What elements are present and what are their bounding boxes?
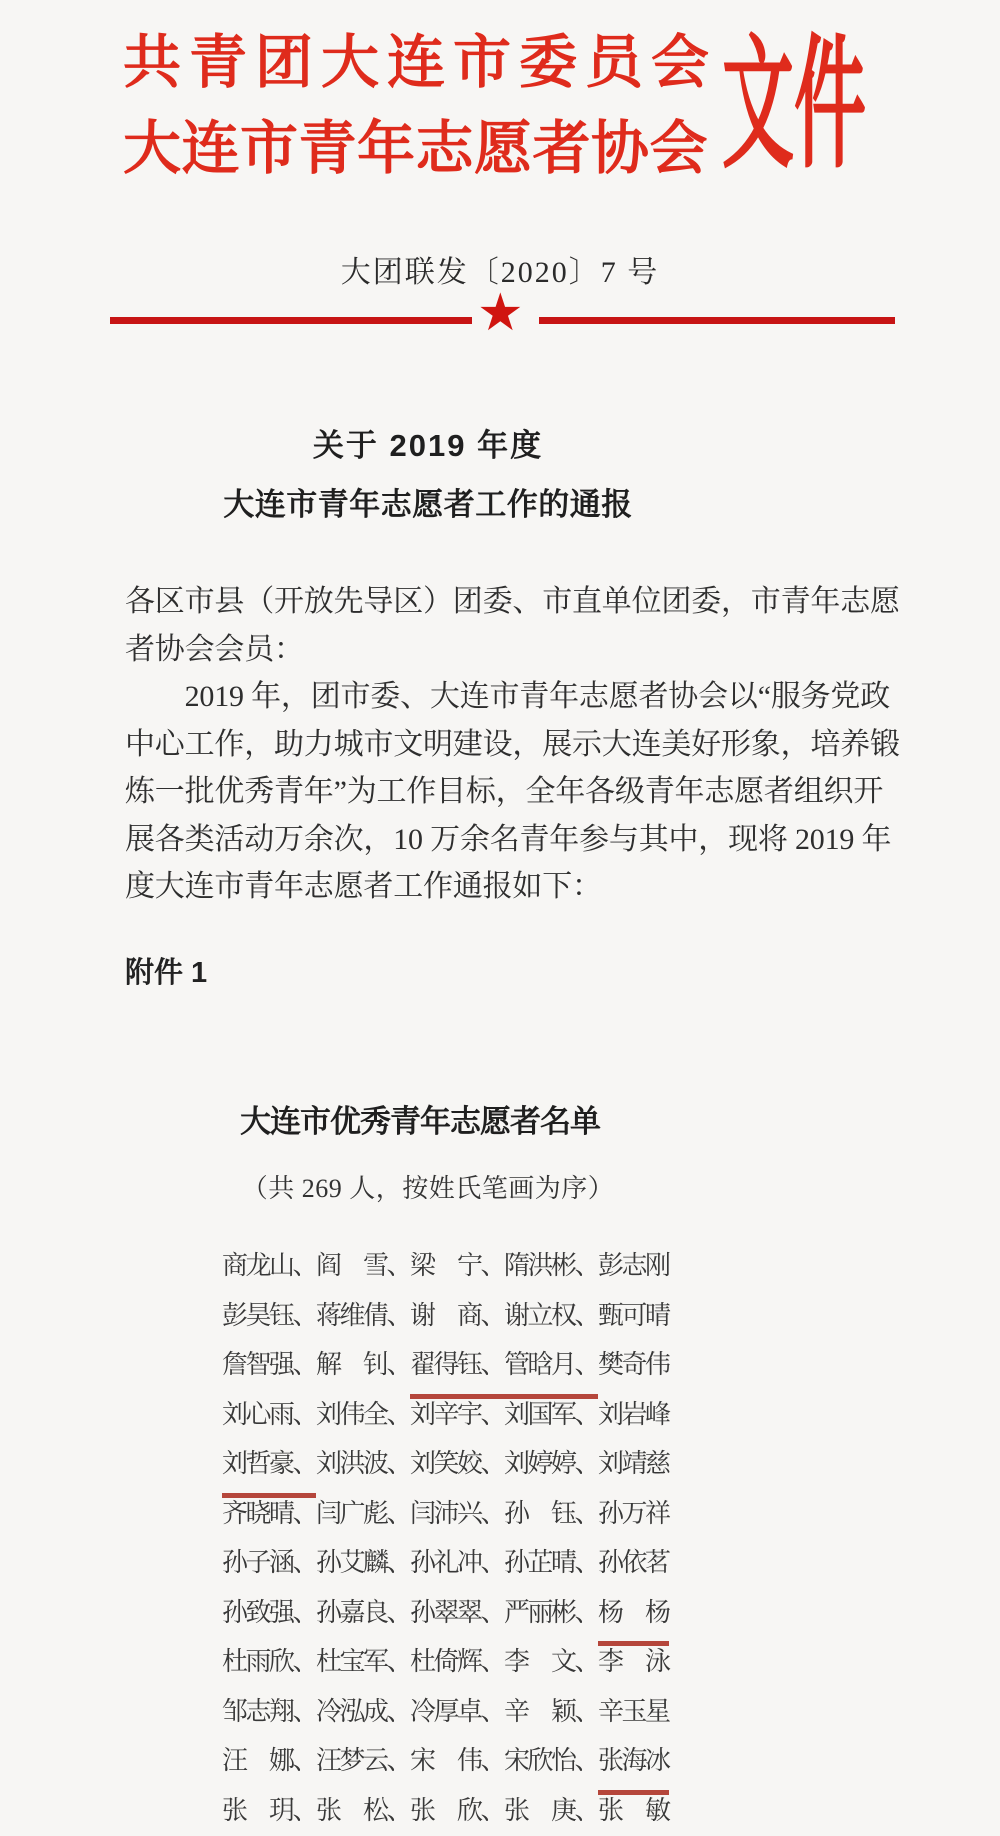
name-row bbox=[222, 1538, 669, 1588]
document-number: 大团联发〔2020〕7 号 bbox=[340, 256, 660, 289]
name-row bbox=[222, 1687, 669, 1737]
divider-line-right bbox=[539, 317, 895, 324]
underlined-names: 翟得钰、管晗月、 bbox=[410, 1340, 598, 1399]
body-line: 炼一批优秀青年”为工作目标，全年各级青年志愿者组织开 bbox=[125, 775, 884, 808]
underlined-names: 刘哲豪、 bbox=[222, 1439, 316, 1498]
name-row bbox=[222, 1489, 669, 1539]
names-segment: 詹智强、解 钊、 bbox=[222, 1350, 411, 1379]
name-row bbox=[222, 1390, 669, 1440]
names-segment: 孙致强、孙嘉良、孙翠翠、严丽彬、 bbox=[222, 1597, 599, 1627]
name-row bbox=[222, 1241, 669, 1291]
document-word: 文件 bbox=[722, 24, 867, 185]
body-line: 2019 年，团市委、大连市青年志愿者协会以“服务党政 bbox=[125, 680, 891, 713]
name-row bbox=[222, 1439, 669, 1489]
divider-line-left bbox=[110, 317, 472, 324]
name-row bbox=[222, 1736, 669, 1786]
body-line: 者协会会员： bbox=[125, 632, 304, 666]
name-row bbox=[222, 1340, 669, 1390]
body-line: 各区市县（开放先导区）团委、市直单位团委，市青年志愿 bbox=[125, 585, 900, 618]
attachment-label: 附件 1 bbox=[125, 957, 208, 989]
names-segment: 杜雨欣、杜宝军、杜倚辉、李 文、李 泳 bbox=[222, 1647, 669, 1676]
name-row bbox=[222, 1637, 669, 1687]
names-segment: 邹志翔、冷泓成、冷厚卓、辛 颖、辛玉星 bbox=[222, 1696, 669, 1726]
names-segment: 商龙山、阎 雪、梁 宁、隋洪彬、彭志刚 bbox=[222, 1251, 669, 1280]
names-segment: 刘心雨、刘伟全、刘辛宇、刘国军、刘岩峰 bbox=[222, 1399, 669, 1429]
name-list bbox=[222, 1241, 669, 1835]
body-line: 中心工作，助力城市文明建设，展示大连美好形象，培养锻 bbox=[125, 727, 900, 761]
body-line: 度大连市青年志愿者工作通报如下： bbox=[125, 870, 602, 903]
letterhead bbox=[123, 20, 717, 192]
document-title-line2: 大连市青年志愿者工作的通报 bbox=[223, 487, 633, 522]
list-subtitle: （共 269 人，按姓氏笔画为序） bbox=[241, 1174, 615, 1203]
names-segment: 张 玥、张 松、张 欣、张 庚、张 敏 bbox=[222, 1795, 669, 1825]
document-title-line1: 关于 2019 年度 bbox=[312, 428, 544, 463]
org-name-line2: 大连市青年志愿者协会 bbox=[123, 116, 709, 181]
names-segment: 汪 娜、汪梦云、宋 伟、宋欣怡、 bbox=[222, 1746, 599, 1775]
names-segment: 樊奇伟 bbox=[598, 1350, 669, 1379]
name-row bbox=[222, 1786, 669, 1836]
name-row bbox=[222, 1291, 669, 1341]
underlined-names: 张海冰 bbox=[598, 1736, 669, 1795]
org-name-line1: 共青团大连市委员会 bbox=[123, 30, 718, 95]
names-segment: 刘洪波、刘笑姣、刘婷婷、刘靖慈 bbox=[316, 1449, 669, 1478]
name-row bbox=[222, 1588, 669, 1638]
star-icon: ★ bbox=[477, 283, 524, 343]
body-paragraphs bbox=[125, 578, 925, 911]
red-divider bbox=[0, 283, 1000, 350]
names-segment: 彭昊钰、蒋维倩、谢 商、谢立权、甄可晴 bbox=[222, 1300, 669, 1330]
list-title: 大连市优秀青年志愿者名单 bbox=[240, 1104, 600, 1139]
names-segment: 孙子涵、孙艾麟、孙礼冲、孙芷晴、孙依茗 bbox=[222, 1548, 669, 1577]
underlined-names: 杨 杨 bbox=[598, 1588, 669, 1647]
names-segment: 齐晓晴、闫广彪、闫沛兴、孙 钰、孙万祥 bbox=[222, 1498, 669, 1528]
body-line: 展各类活动万余次，10 万余名青年参与其中，现将 2019 年 bbox=[125, 822, 892, 856]
